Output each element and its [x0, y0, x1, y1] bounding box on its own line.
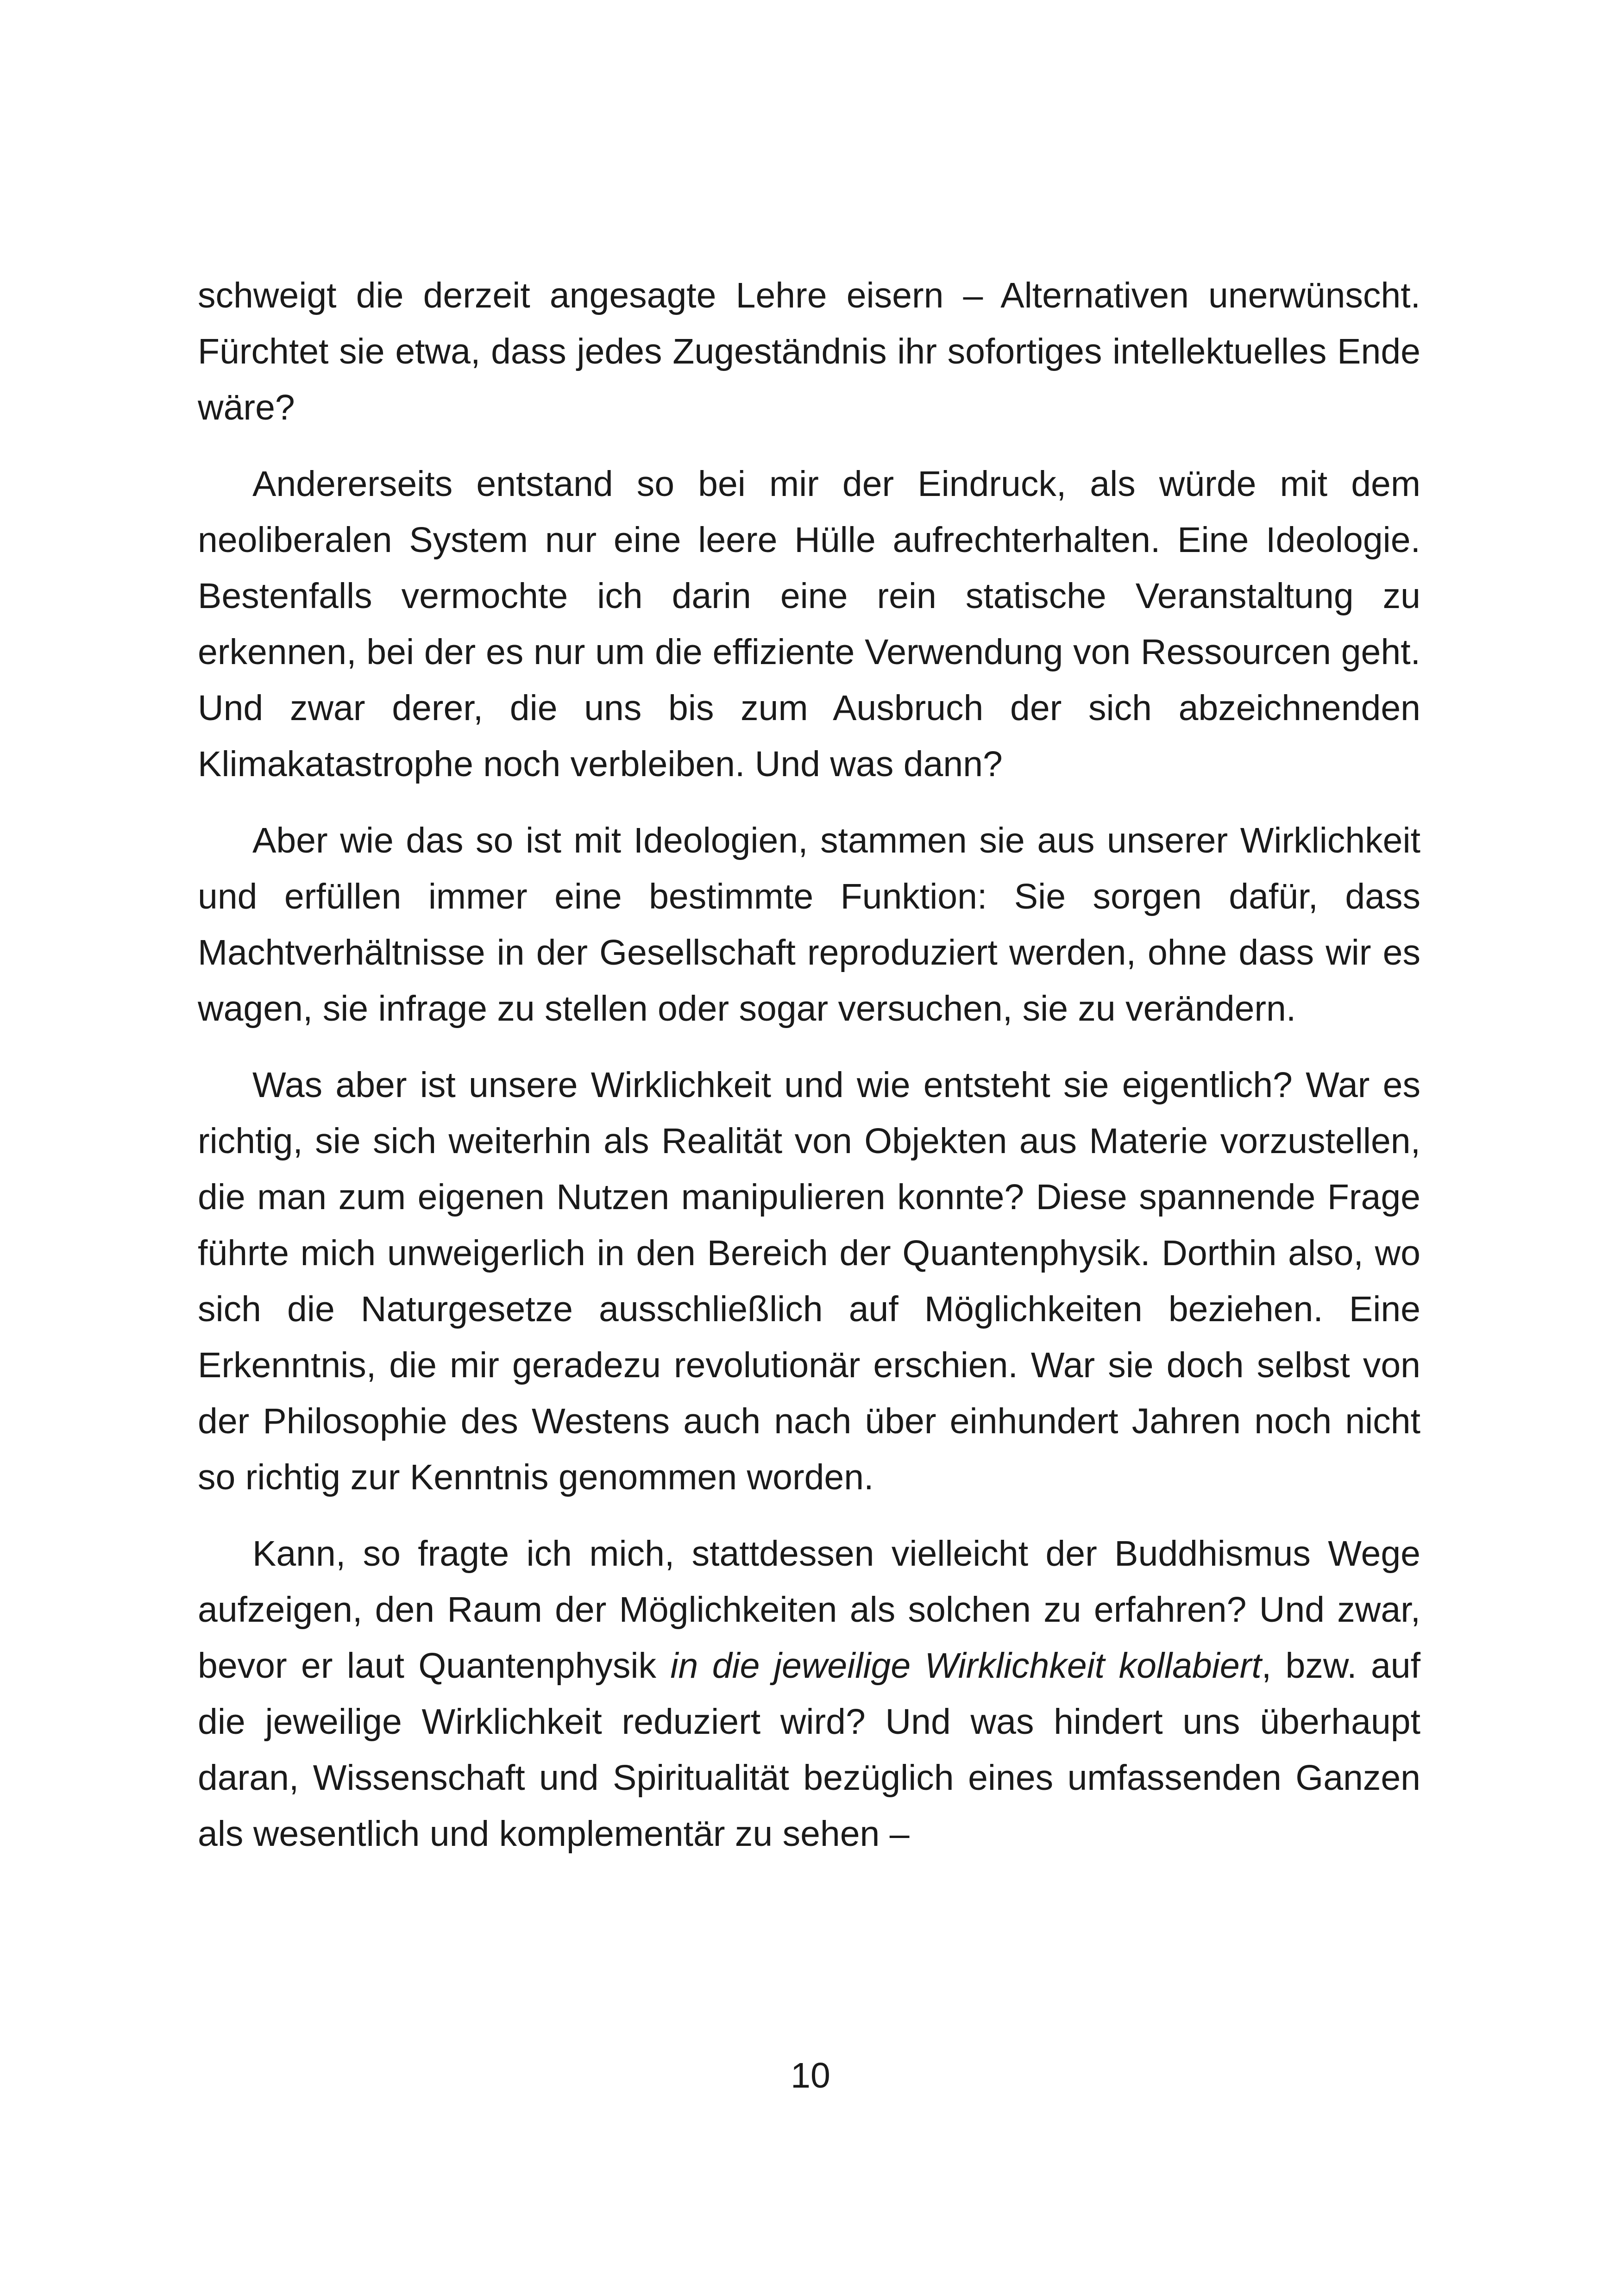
body-text — [198, 268, 1420, 1882]
paragraph-4: Was aber ist unsere Wirklichkeit und wie entsteht sie eigentlich? War es richtig, sie sich weiterhin als Realität von Objekten aus Materie vorzustellen, die man zum eigenen Nutzen manipulieren konnte? Diese spannende Frage führte mich unweigerlich in den Bereich der Quantenphysik. Dorthin also, wo sich die Naturgesetze ausschließlich auf Möglichkeiten beziehen. Eine Erkenntnis, die mir geradezu revolutionär erschien. War sie doch selbst von der Philosophie des Westens auch nach über einhundert Jahren noch nicht so richtig zur Kenntnis genommen worden. — [198, 1065, 1420, 1497]
paragraph-5 — [198, 1526, 1420, 1862]
page-number: 10 — [791, 2056, 830, 2095]
paragraph-1: schweigt die derzeit angesagte Lehre eisern – Alternativen unerwünscht. Fürchtet sie etwa, dass jedes Zugeständnis ihr sofortiges intellektuelles Ende wäre? — [198, 276, 1420, 427]
paragraph-2: Andererseits entstand so bei mir der Eindruck, als würde mit dem neoliberalen System nur eine leere Hülle aufrechterhalten. Eine Ideologie. Bestenfalls vermochte ich darin eine rein statische Veranstaltung zu erkennen, bei der es nur um die effiziente Verwendung von Ressourcen geht. Und zwar derer, die uns bis zum Ausbruch der sich abzeichnenden Klimakatastrophe noch verbleiben. Und was dann? — [198, 464, 1420, 784]
paragraph-5-text-before: Kann, so fragte ich mich, stattdessen vielleicht der Buddhismus Wege aufzeigen, den Raum der Möglichkeiten als solchen zu erfahren? Und zwar, bevor er laut Quantenphysik — [198, 1534, 1420, 1686]
paragraph-3: Aber wie das so ist mit Ideologien, stammen sie aus unserer Wirklichkeit und erfüllen immer eine bestimmte Funktion: Sie sorgen dafür, dass Machtverhältnisse in der Gesellschaft reproduziert werden, ohne dass wir es wagen, sie infrage zu stellen oder sogar versuchen, sie zu verändern. — [198, 821, 1420, 1029]
paragraph-5-italic-phrase: in die jeweilige Wirklichkeit kollabiert — [670, 1646, 1262, 1686]
paragraph-5-text-after: , bzw. auf die jeweilige Wirklichkeit reduziert wird? Und was hindert uns überhaupt daran, Wissenschaft und Spiritualität bezüglich eines umfassenden Ganzen als wesentlich und komplementär zu sehen – — [198, 1646, 1420, 1854]
